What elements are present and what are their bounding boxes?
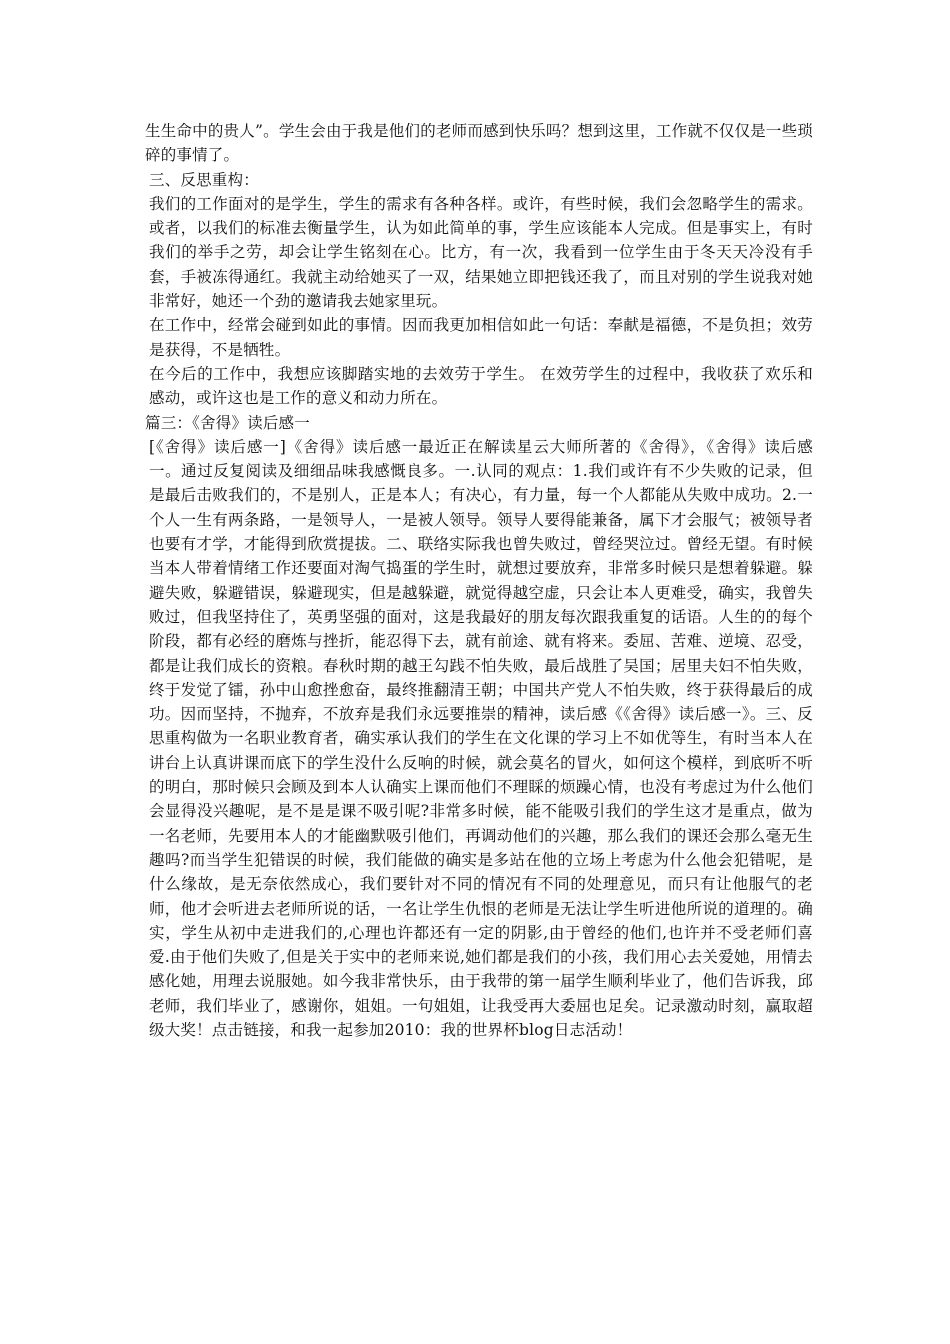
- paragraph-reading-notes: [《舍得》读后感一]《舍得》读后感一最近正在解读星云大师所著的《舍得》，《舍得》读后感一。通过反复阅读及细细品味我感慨良多。一.认同的观点：1.我们或许有不少失败的记录，但是最后击败我们的，不是别人，正是本人；有决心，有力量，每一个人都能从失败中成功。2.一个人一生有两条路，一是领导人，一是被人领导。领导人要得能兼备，属下才会服气；被领导者也要有才学，才能得到欣赏提拔。二、联络实际我也曾失败过，曾经哭泣过。曾经无望。有时候当本人带着情绪工作还要面对淘气捣蛋的学生时，就想过要放弃，非常多时候只是想着躲避。躲避失败，躲避错误，躲避现实，但是越躲避，就觉得越空虚，只会让本人更难受，确实，我曾失败过，但我坚持住了，英勇坚强的面对，这是我最好的朋友每次跟我重复的话语。人生的的每个阶段，都有必经的磨炼与挫折，能忍得下去，就有前途、就有将来。委屈、苦难、逆境、忍受，都是让我们成长的资粮。春秋时期的越王勾践不怕失败，最后战胜了吴国；居里夫妇不怕失败，终于发觉了镭，孙中山愈挫愈奋，最终推翻清王朝；中国共产党人不怕失败，终于获得最后的成功。因而坚持，不抛弃，不放弃是我们永远要推崇的精神，读后感《《舍得》读后感一》。三、反思重构做为一名职业教育者，确实承认我们的学生在文化课的学习上不如优等生，有时当本人在讲台上认真讲课而底下的学生没什么反响的时候，就会莫名的冒火，如何这个模样，到底听不听的明白，那时候只会顾及到本人认确实上课而他们不理睬的烦躁心情，也没有考虑过为什么他们会显得没兴趣呢，是不是是课不吸引呢?非常多时候，能不能吸引我们的学生这才是重点，做为一名老师，先要用本人的才能幽默吸引他们，再调动他们的兴趣，那么我们的课还会那么毫无生趣吗?而当学生犯错误的时候，我们能做的确实是多站在他的立场上考虑为什么他会犯错呢，是什么缘故，是无奈依然成心，我们要针对不同的情况有不同的处理意见，而只有让他服气的老师，他才会听进去老师所说的话，一名让学生仇恨的老师是无法让学生听进他所说的道理的。确实，学生从初中走进我们的,心理也许都还有一定的阴影,由于曾经的他们,也许并不受老师们喜爱.由于他们失败了,但是关于实中的老师来说,她们都是我们的小孩，我们用心去关爱她，用情去感化她，用理去说服她。如今我非常快乐，由于我带的第一届学生顺利毕业了，他们告诉我，邱老师，我们毕业了，感谢你，姐姐。一句姐姐，让我受再大委屈也足矣。记录激动时刻，赢取超级大奖！点击链接，和我一起参加2010：我的世界杯blog日志活动！: [149, 437, 813, 1039]
- paragraph-dedication: 在工作中，经常会碰到如此的事情。因而我更加相信如此一句话：奉献是福德，不是负担；效劳是获得，不是牺牲。: [149, 316, 813, 359]
- article-title: 篇三：《舍得》读后感一: [145, 413, 310, 432]
- document-body: [145, 119, 813, 1042]
- paragraph-future: 在今后的工作中，我想应该脚踏实地的去效劳于学生。 在效劳学生的过程中，我收获了欢乐和感动，或许这也是工作的意义和动力所在。: [149, 364, 813, 408]
- paragraph-needs: 我们的工作面对的是学生，学生的需求有各种各样。或许，有些时候，我们会忽略学生的需求。或者，以我们的标准去衡量学生，认为如此简单的事，学生应该能本人完成。但是事实上，有时我们的举手之劳，却会让学生铭刻在心。比方，有一次，我看到一位学生由于冬天天冷没有手套，手被冻得通红。我就主动给她买了一双，结果她立即把钱还我了，而且对别的学生说我对她非常好，她还一个劲的邀请我去她家里玩。: [149, 194, 813, 311]
- section-heading-reflection: 三、反思重构：: [149, 170, 259, 189]
- paragraph-intro: 生生命中的贵人”。学生会由于我是他们的老师而感到快乐吗？想到这里，工作就不仅仅是一些琐碎的事情了。: [145, 122, 813, 165]
